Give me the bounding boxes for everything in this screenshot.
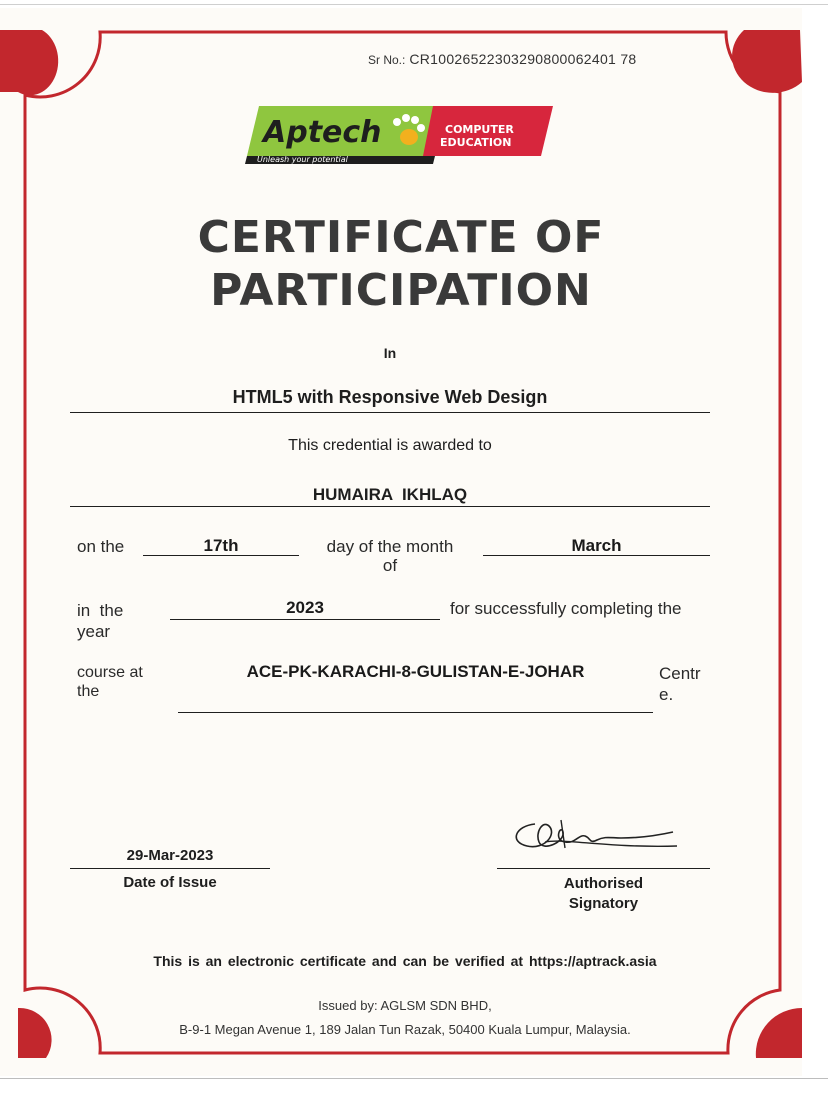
page-top-divider bbox=[0, 4, 828, 5]
day-of-month-label bbox=[310, 537, 470, 575]
centre-underline bbox=[178, 712, 653, 713]
logo-tag-line-1: COMPUTER bbox=[445, 123, 514, 136]
on-the-label: on the bbox=[77, 537, 125, 556]
issue-date-underline bbox=[70, 868, 270, 869]
in-label: In bbox=[383, 345, 397, 361]
verification-text: This is an electronic certificate and can be verified at https://aptrack.asia bbox=[153, 953, 657, 969]
logo-tag-line-2: EDUCATION bbox=[440, 136, 512, 149]
issue-date-value: 29-Mar-2023 bbox=[126, 847, 214, 864]
day-of-month-label-line-1: day of the month bbox=[326, 537, 454, 556]
month-value: March bbox=[571, 536, 622, 555]
logo-slogan: Unleash your potential bbox=[257, 155, 348, 164]
awarded-text: This credential is awarded to bbox=[288, 437, 492, 454]
day-value: 17th bbox=[203, 536, 239, 555]
issuer-address: B-9-1 Megan Avenue 1, 189 Jalan Tun Razak, 50400 Kuala Lumpur, Malaysia. bbox=[179, 1022, 631, 1037]
serial-label: Sr No.: bbox=[368, 53, 406, 67]
aptech-logo-graphic bbox=[237, 104, 557, 184]
in-the-year-label-line-1: in the bbox=[77, 601, 124, 620]
centre-label bbox=[659, 663, 701, 705]
issue-date-label: Date of Issue bbox=[123, 874, 217, 891]
centre-label-line-1: Centr bbox=[659, 664, 701, 683]
month-underline bbox=[483, 555, 710, 556]
centre-value: ACE-PK-KARACHI-8-GULISTAN-E-JOHAR bbox=[246, 662, 585, 681]
course-name: HTML5 with Responsive Web Design bbox=[232, 387, 548, 407]
certificate-title-line-1: CERTIFICATE OF bbox=[197, 212, 605, 263]
certificate-title-line-2: PARTICIPATION bbox=[210, 265, 592, 316]
issued-by-text: Issued by: AGLSM SDN BHD, bbox=[318, 998, 492, 1013]
course-at-label-line-1: course at bbox=[77, 664, 143, 681]
centre-label-line-2: e. bbox=[659, 685, 674, 704]
signatory-label-line-2: Signatory bbox=[568, 895, 639, 912]
year-underline bbox=[170, 619, 440, 620]
course-underline bbox=[70, 412, 710, 413]
signature-image bbox=[505, 812, 685, 862]
day-underline bbox=[143, 555, 299, 556]
signatory-label bbox=[497, 874, 710, 914]
serial-number bbox=[368, 51, 637, 67]
recipient-underline bbox=[70, 506, 710, 507]
page-bottom-divider bbox=[0, 1078, 828, 1079]
completing-label: for successfully completing the bbox=[450, 599, 682, 618]
recipient-name: HUMAIRA IKHLAQ bbox=[312, 485, 468, 504]
in-the-year-label bbox=[77, 600, 123, 642]
logo-brand: Aptech bbox=[263, 115, 382, 150]
aptech-logo bbox=[237, 104, 557, 189]
day-of-month-label-line-2: of bbox=[382, 556, 398, 575]
course-at-label bbox=[77, 663, 143, 701]
serial-value: CR10026522303290800062401 78 bbox=[409, 51, 637, 67]
signature-underline bbox=[497, 868, 710, 869]
year-value: 2023 bbox=[286, 598, 324, 617]
in-the-year-label-line-2: year bbox=[77, 622, 111, 641]
signatory-label-line-1: Authorised bbox=[563, 875, 644, 892]
course-at-label-line-2: the bbox=[77, 683, 100, 700]
